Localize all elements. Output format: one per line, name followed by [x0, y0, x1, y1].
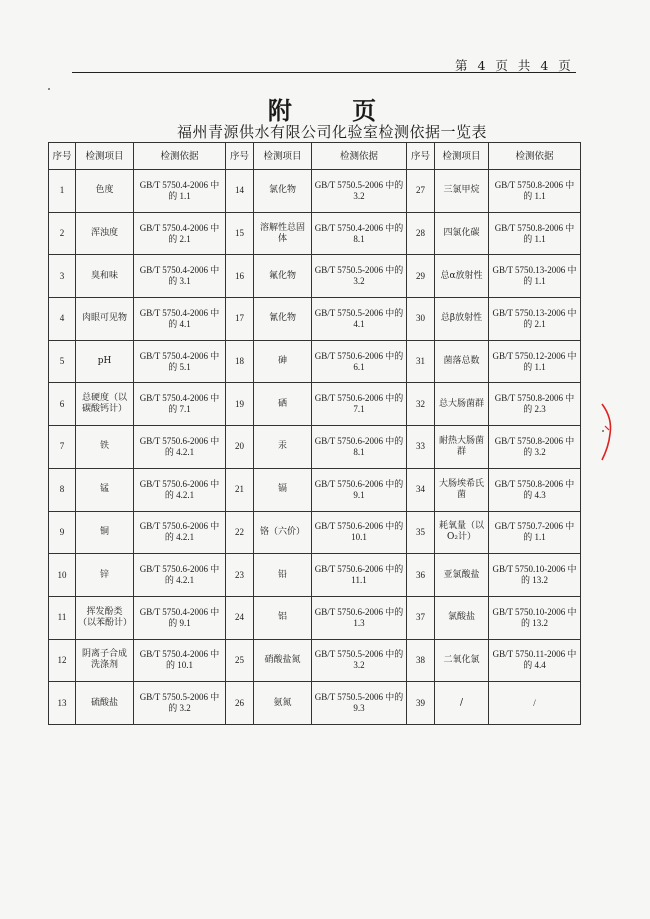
table-row [49, 340, 581, 383]
seq-number-cell: 15 [226, 212, 254, 255]
page-number-label: 第 4 页 共 4 页 [455, 58, 574, 73]
seq-number-cell: 14 [226, 170, 254, 213]
table-body [49, 170, 581, 725]
seq-number-cell: 18 [226, 340, 254, 383]
test-item-cell: 总大肠菌群 [435, 383, 489, 426]
table-row [49, 255, 581, 298]
test-standard-cell: GB/T 5750.13-2006 中的 2.1 [489, 298, 581, 341]
test-standard-cell: GB/T 5750.6-2006 中的 8.1 [312, 426, 407, 469]
test-item-cell: 硒 [254, 383, 312, 426]
test-item-cell: 铝 [254, 596, 312, 639]
test-item-cell: 亚氯酸盐 [435, 554, 489, 597]
test-item-cell: 硫酸盐 [76, 682, 134, 725]
test-item-cell: 镉 [254, 468, 312, 511]
header-cell: 检测项目 [254, 143, 312, 170]
seq-number-cell: 3 [49, 255, 76, 298]
scan-speck [48, 88, 50, 90]
seq-number-cell: 16 [226, 255, 254, 298]
seq-number-cell: 35 [407, 511, 435, 554]
test-item-cell: 臭和味 [76, 255, 134, 298]
seq-number-cell: 19 [226, 383, 254, 426]
test-standard-cell: GB/T 5750.5-2006 中的 9.3 [312, 682, 407, 725]
test-standard-cell: GB/T 5750.6-2006 中的 10.1 [312, 511, 407, 554]
seq-number-cell: 34 [407, 468, 435, 511]
test-standard-cell: GB/T 5750.10-2006 中的 13.2 [489, 596, 581, 639]
test-basis-table [48, 142, 581, 725]
test-standard-cell: GB/T 5750.5-2006 中的 4.1 [312, 298, 407, 341]
test-standard-cell: GB/T 5750.4-2006 中的 7.1 [134, 383, 226, 426]
test-standard-cell: GB/T 5750.6-2006 中的 7.1 [312, 383, 407, 426]
seq-number-cell: 11 [49, 596, 76, 639]
test-item-cell: 氨氮 [254, 682, 312, 725]
header-cell: 序号 [226, 143, 254, 170]
test-item-cell: 大肠埃希氏菌 [435, 468, 489, 511]
test-standard-cell: GB/T 5750.5-2006 中的 3.2 [312, 639, 407, 682]
header-cell: 序号 [49, 143, 76, 170]
test-item-cell: pH [76, 340, 134, 383]
table-caption: 福州青源供水有限公司化验室检测依据一览表 [176, 123, 487, 141]
test-standard-cell: GB/T 5750.4-2006 中的 3.1 [134, 255, 226, 298]
table-row [49, 212, 581, 255]
page-title: 附 页 [267, 96, 403, 125]
test-standard-cell: GB/T 5750.6-2006 中的 4.2.1 [134, 468, 226, 511]
test-item-cell: 锌 [76, 554, 134, 597]
test-standard-cell: GB/T 5750.6-2006 中的 4.2.1 [134, 511, 226, 554]
test-item-cell: 总β放射性 [435, 298, 489, 341]
seq-number-cell: 10 [49, 554, 76, 597]
seq-number-cell: 6 [49, 383, 76, 426]
test-item-cell: 肉眼可见物 [76, 298, 134, 341]
seq-number-cell: 37 [407, 596, 435, 639]
test-standard-cell: GB/T 5750.4-2006 中的 1.1 [134, 170, 226, 213]
test-item-cell: 氯酸盐 [435, 596, 489, 639]
seq-number-cell: 25 [226, 639, 254, 682]
seq-number-cell: 17 [226, 298, 254, 341]
table-header-row [49, 143, 581, 170]
seq-number-cell: 20 [226, 426, 254, 469]
test-item-cell: 耗氧量（以O₂计） [435, 511, 489, 554]
table-row [49, 170, 581, 213]
test-item-cell: 铬（六价） [254, 511, 312, 554]
test-standard-cell: GB/T 5750.4-2006 中的 4.1 [134, 298, 226, 341]
test-item-cell: 氰化物 [254, 298, 312, 341]
seq-number-cell: 2 [49, 212, 76, 255]
test-standard-cell: GB/T 5750.4-2006 中的 10.1 [134, 639, 226, 682]
table-row [49, 511, 581, 554]
table-row [49, 298, 581, 341]
test-standard-cell: GB/T 5750.11-2006 中的 4.4 [489, 639, 581, 682]
seq-number-cell: 36 [407, 554, 435, 597]
seq-number-cell: 28 [407, 212, 435, 255]
table-row [49, 426, 581, 469]
seq-number-cell: 24 [226, 596, 254, 639]
seq-number-cell: 29 [407, 255, 435, 298]
header-cell: 检测依据 [312, 143, 407, 170]
header-cell: 序号 [407, 143, 435, 170]
table-row [49, 468, 581, 511]
test-item-cell: / [435, 682, 489, 725]
test-item-cell: 挥发酚类（以苯酚计） [76, 596, 134, 639]
test-standard-cell: GB/T 5750.5-2006 中的 3.2 [312, 255, 407, 298]
header-cell: 检测依据 [489, 143, 581, 170]
test-item-cell: 砷 [254, 340, 312, 383]
test-item-cell: 氯化物 [254, 170, 312, 213]
test-standard-cell: GB/T 5750.12-2006 中的 1.1 [489, 340, 581, 383]
seq-number-cell: 21 [226, 468, 254, 511]
test-item-cell: 铁 [76, 426, 134, 469]
test-standard-cell: GB/T 5750.5-2006 中的 3.2 [312, 170, 407, 213]
seq-number-cell: 4 [49, 298, 76, 341]
seq-number-cell: 27 [407, 170, 435, 213]
test-item-cell: 二氧化氯 [435, 639, 489, 682]
test-standard-cell: GB/T 5750.8-2006 中的 1.1 [489, 212, 581, 255]
test-standard-cell: GB/T 5750.8-2006 中的 3.2 [489, 426, 581, 469]
test-standard-cell: GB/T 5750.6-2006 中的 6.1 [312, 340, 407, 383]
test-item-cell: 总α放射性 [435, 255, 489, 298]
test-item-cell: 菌落总数 [435, 340, 489, 383]
test-standard-cell: GB/T 5750.4-2006 中的 8.1 [312, 212, 407, 255]
test-standard-cell: GB/T 5750.4-2006 中的 5.1 [134, 340, 226, 383]
test-standard-cell: GB/T 5750.8-2006 中的 1.1 [489, 170, 581, 213]
table-row [49, 554, 581, 597]
seq-number-cell: 26 [226, 682, 254, 725]
test-standard-cell: GB/T 5750.8-2006 中的 4.3 [489, 468, 581, 511]
test-item-cell: 硝酸盐氮 [254, 639, 312, 682]
table-row [49, 596, 581, 639]
table-row [49, 639, 581, 682]
header-cell: 检测项目 [76, 143, 134, 170]
test-standard-cell: GB/T 5750.6-2006 中的 4.2.1 [134, 554, 226, 597]
seq-number-cell: 1 [49, 170, 76, 213]
seq-number-cell: 12 [49, 639, 76, 682]
test-item-cell: 阴离子合成洗涤剂 [76, 639, 134, 682]
test-item-cell: 色度 [76, 170, 134, 213]
table-row [49, 383, 581, 426]
test-standard-cell: GB/T 5750.6-2006 中的 4.2.1 [134, 426, 226, 469]
test-item-cell: 铅 [254, 554, 312, 597]
test-item-cell: 氟化物 [254, 255, 312, 298]
seq-number-cell: 8 [49, 468, 76, 511]
seq-number-cell: 38 [407, 639, 435, 682]
header-cell: 检测依据 [134, 143, 226, 170]
seq-number-cell: 32 [407, 383, 435, 426]
test-item-cell: 耐热大肠菌群 [435, 426, 489, 469]
test-standard-cell: GB/T 5750.5-2006 中的 3.2 [134, 682, 226, 725]
test-item-cell: 锰 [76, 468, 134, 511]
test-standard-cell: GB/T 5750.6-2006 中的 1.3 [312, 596, 407, 639]
seq-number-cell: 30 [407, 298, 435, 341]
seq-number-cell: 7 [49, 426, 76, 469]
seq-number-cell: 13 [49, 682, 76, 725]
test-item-cell: 溶解性总固体 [254, 212, 312, 255]
test-standard-cell: / [489, 682, 581, 725]
header-cell: 检测项目 [435, 143, 489, 170]
test-standard-cell: GB/T 5750.13-2006 中的 1.1 [489, 255, 581, 298]
test-standard-cell: GB/T 5750.4-2006 中的 2.1 [134, 212, 226, 255]
seq-number-cell: 5 [49, 340, 76, 383]
header-rule [72, 72, 576, 73]
test-standard-cell: GB/T 5750.6-2006 中的 9.1 [312, 468, 407, 511]
seq-number-cell: 9 [49, 511, 76, 554]
test-item-cell: 四氯化碳 [435, 212, 489, 255]
seq-number-cell: 31 [407, 340, 435, 383]
handwritten-margin-mark [598, 400, 618, 464]
test-standard-cell: GB/T 5750.10-2006 中的 13.2 [489, 554, 581, 597]
test-item-cell: 三氯甲烷 [435, 170, 489, 213]
seq-number-cell: 22 [226, 511, 254, 554]
test-item-cell: 铜 [76, 511, 134, 554]
table-row [49, 682, 581, 725]
test-standard-cell: GB/T 5750.6-2006 中的 11.1 [312, 554, 407, 597]
seq-number-cell: 33 [407, 426, 435, 469]
scan-speck [602, 430, 604, 432]
test-item-cell: 浑浊度 [76, 212, 134, 255]
test-standard-cell: GB/T 5750.8-2006 中的 2.3 [489, 383, 581, 426]
seq-number-cell: 39 [407, 682, 435, 725]
test-standard-cell: GB/T 5750.7-2006 中的 1.1 [489, 511, 581, 554]
seq-number-cell: 23 [226, 554, 254, 597]
test-item-cell: 汞 [254, 426, 312, 469]
test-item-cell: 总硬度（以碳酸钙计） [76, 383, 134, 426]
test-standard-cell: GB/T 5750.4-2006 中的 9.1 [134, 596, 226, 639]
